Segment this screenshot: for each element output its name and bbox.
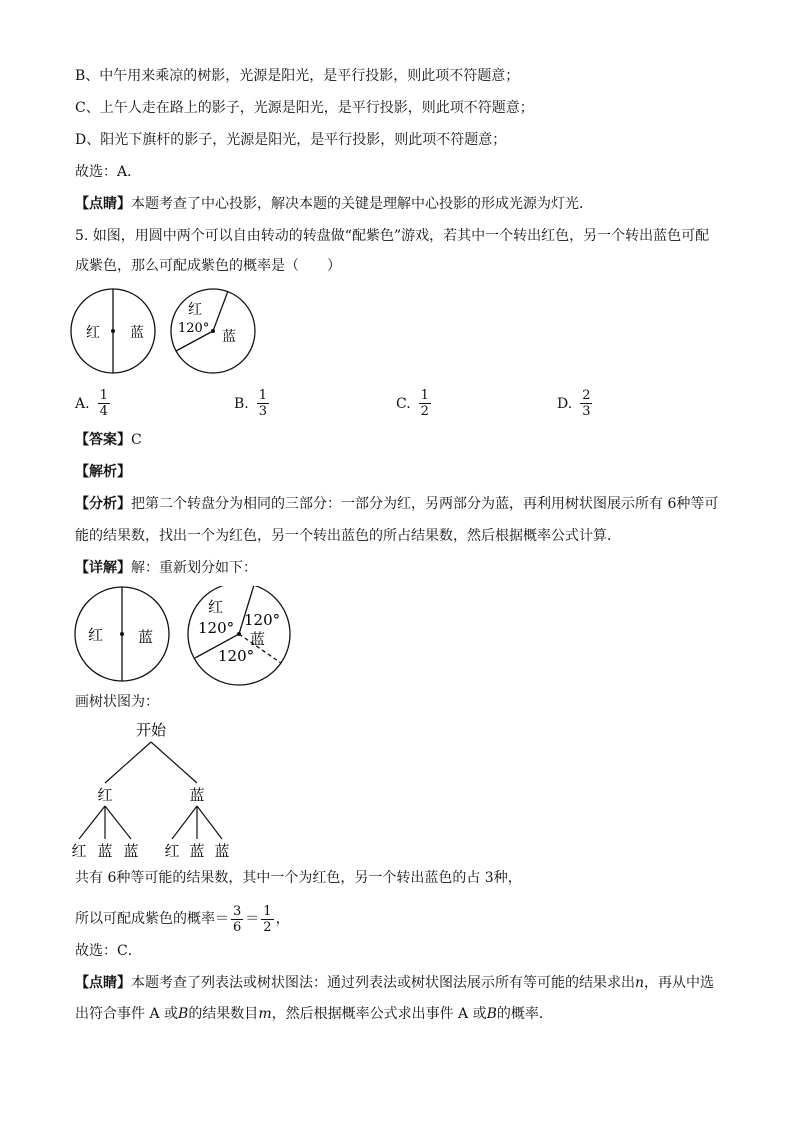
tree-root: 开始 — [135, 721, 167, 739]
spinner-figure-2 — [70, 586, 300, 686]
option-d[interactable]: D. $\frac{2}{3}$ — [557, 388, 591, 419]
analysis-line-1: 【分析】把第二个转盘分为相同的三部分：一部分为红，另两部分为蓝，再利用树状图展示所有 6种等可 — [75, 496, 719, 512]
tree-leaf: 红 — [164, 842, 180, 860]
tree-leaf: 蓝 — [189, 842, 205, 860]
final-choice: 故选：C． — [75, 943, 142, 959]
tree-diagram — [65, 715, 255, 865]
result-line-1: 共有 6种等可能的结果数，其中一个为红色，另一个转出蓝色的占 3种， — [75, 870, 522, 886]
spinner-3-red-label: 红 — [88, 626, 104, 644]
analysis-fenxi-tag: 【分析】 — [75, 496, 131, 512]
spinner-4-blue-label: 蓝 — [250, 630, 266, 648]
answer-tag: 【答案】 — [75, 432, 131, 448]
spinner-figure-1 — [70, 288, 260, 374]
spinner-1-blue-label: 蓝 — [130, 325, 144, 341]
option-b-explanation: B、中午用来乘凉的树影，光源是阳光，是平行投影，则此项不符题意； — [75, 68, 520, 84]
spinner-4-angle-2: 120° — [244, 611, 281, 629]
question-line-2: 成紫色，那么可配成紫色的概率是（ ） — [75, 258, 341, 274]
comment-1 — [75, 194, 593, 214]
tree-leaf: 蓝 — [97, 842, 113, 860]
spinner-2-blue-label: 蓝 — [222, 329, 236, 345]
spinner-4-angle-3: 120° — [218, 647, 255, 665]
tree-intro: 画树状图为： — [75, 694, 159, 710]
detail-line: 【详解】解：重新划分如下： — [75, 560, 257, 576]
option-a[interactable]: A. $\frac{1}{4}$ — [75, 388, 108, 419]
analysis-tag: 【解析】 — [75, 464, 131, 480]
tree-level1-blue: 蓝 — [189, 786, 205, 804]
comment-2-line-1: 【点睛】本题考查了列表法或树状图法：通过列表法或树状图法展示所有等可能的结果求出n，再从中选 — [75, 975, 715, 991]
answer — [75, 430, 142, 450]
analysis-line-2: 能的结果数，找出一个为红色，另一个转出蓝色的所占结果数，然后根据概率公式计算． — [75, 528, 621, 544]
option-b-fraction: $\frac{1}{3}$ — [258, 388, 268, 419]
option-a-fraction: $\frac{1}{4}$ — [99, 388, 108, 419]
option-d-fraction: $\frac{2}{3}$ — [582, 388, 591, 419]
fraction-3-6: $\frac{3}{6}$ — [233, 903, 242, 935]
tree-level1-red: 红 — [97, 786, 113, 804]
tree-leaf: 蓝 — [123, 842, 139, 860]
comment-text: 本题考查了中心投影，解决本题的关键是理解中心投影的形成光源为灯光． — [131, 196, 593, 212]
question-line-1: 5. 如图，用圆中两个可以自由转动的转盘做“配紫色”游戏，若其中一个转出红色，另一个转出蓝色可配 — [75, 228, 710, 244]
comment-2-line-2: 出符合事件 A 或B的结果数目m，然后根据概率公式求出事件 A 或B的概率． — [75, 1006, 553, 1022]
spinner-1-red-label: 红 — [86, 325, 100, 341]
comment-tag: 【点睛】 — [75, 196, 131, 212]
fraction-1-2: $\frac{1}{2}$ — [263, 903, 272, 935]
tree-leaf: 红 — [71, 842, 87, 860]
option-b[interactable]: B. $\frac{1}{3}$ — [234, 388, 268, 419]
tree-leaf: 蓝 — [214, 842, 230, 860]
previous-choice: 故选：A． — [75, 164, 142, 180]
option-c[interactable]: C. $\frac{1}{2}$ — [396, 388, 429, 419]
spinner-4-red-label: 红 — [208, 598, 224, 616]
result-line-2: 所以可配成紫色的概率＝ $\frac{3}{6}$ ＝ $\frac{1}{2}$ ， — [75, 903, 290, 935]
answer-value: C — [131, 432, 142, 448]
detail-tag: 【详解】 — [75, 560, 131, 576]
spinner-2-red-label: 红 — [188, 302, 202, 318]
comment-2-tag: 【点睛】 — [75, 975, 131, 991]
option-c-fraction: $\frac{1}{2}$ — [420, 388, 429, 419]
spinner-2-angle-label: 120° — [178, 321, 210, 336]
spinner-4-angle-1: 120° — [198, 619, 235, 637]
spinner-3-blue-label: 蓝 — [138, 628, 154, 646]
option-d-explanation: D、阳光下旗杆的影子，光源是阳光，是平行投影，则此项不符题意； — [75, 132, 507, 148]
option-c-explanation: C、上午人走在路上的影子，光源是阳光，是平行投影，则此项不符题意； — [75, 100, 534, 116]
